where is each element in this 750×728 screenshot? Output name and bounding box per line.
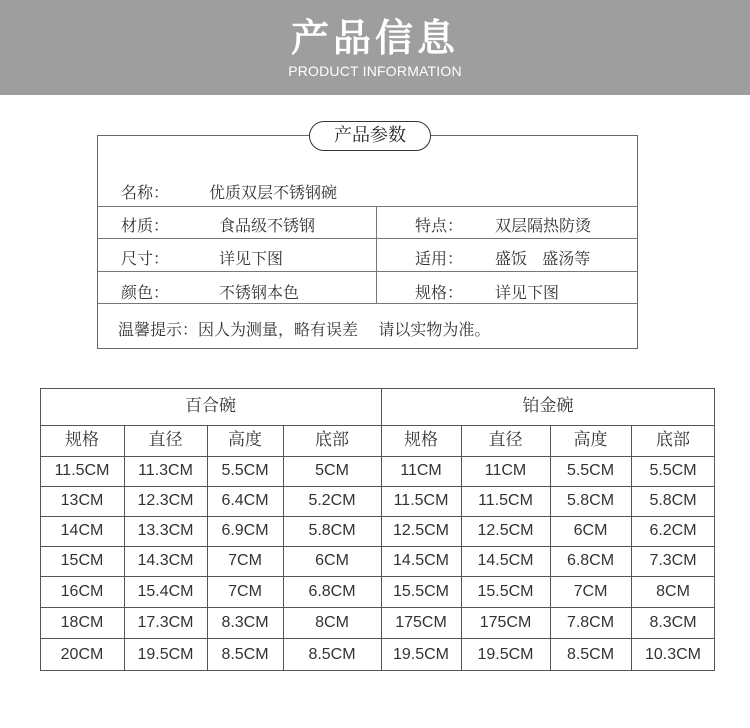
table-cell: 19.5CM	[477, 646, 534, 663]
use-label: 适用：	[415, 249, 464, 268]
table-cell: 15CM	[60, 552, 104, 569]
table-cell: 8.3CM	[221, 614, 269, 631]
header-banner	[0, 0, 750, 95]
table-cell: 15.4CM	[137, 583, 194, 600]
table-cell: 15.5CM	[477, 583, 534, 600]
params-divider	[97, 238, 638, 239]
name-value: 优质双层不锈钢碗	[209, 183, 338, 202]
size-value: 详见下图	[219, 249, 284, 268]
table-cell: 8CM	[315, 614, 349, 631]
table-cell: 7.3CM	[649, 552, 697, 569]
column-header: 直径	[488, 430, 523, 450]
table-cell: 6.8CM	[308, 583, 356, 600]
table-cell: 8.5CM	[566, 646, 615, 663]
table-cell: 6.2CM	[649, 522, 697, 539]
material-value: 食品级不锈钢	[219, 216, 316, 235]
table-cell: 5.5CM	[566, 462, 615, 479]
use-value: 盛饭 盛汤等	[495, 249, 591, 268]
table-cell: 17.3CM	[137, 614, 194, 631]
table-cell: 6CM	[315, 552, 349, 569]
table-cell: 7CM	[573, 583, 608, 600]
feature-label: 特点：	[415, 216, 464, 235]
table-cell: 6.4CM	[221, 492, 269, 509]
group-label-lily-bowl: 百合碗	[185, 396, 236, 416]
table-cell: 6CM	[573, 522, 608, 539]
column-header: 高度	[573, 430, 608, 450]
table-cell: 12.3CM	[137, 492, 194, 509]
spec-label: 规格：	[415, 283, 464, 302]
table-cell: 6.8CM	[566, 552, 615, 569]
table-cell: 20CM	[60, 646, 104, 663]
column-header: 规格	[404, 430, 438, 450]
material-label: 材质：	[121, 216, 170, 235]
table-cell: 14.5CM	[477, 552, 534, 569]
table-cell: 5.8CM	[308, 522, 356, 539]
table-cell: 175CM	[479, 614, 532, 631]
table-cell: 12.5CM	[477, 522, 534, 539]
column-header: 规格	[65, 430, 99, 450]
params-divider	[97, 271, 638, 272]
table-cell: 16CM	[60, 583, 104, 600]
table-cell: 7.8CM	[566, 614, 615, 631]
column-header: 直径	[148, 430, 183, 450]
tip-text: 温馨提示：因人为测量，略有误差 请以实物为准。	[118, 320, 491, 339]
table-cell: 5.8CM	[566, 492, 615, 509]
table-cell: 6.9CM	[221, 522, 269, 539]
column-header: 底部	[315, 430, 349, 450]
column-header: 高度	[228, 430, 262, 450]
table-cell: 19.5CM	[137, 646, 194, 663]
table-cell: 14.5CM	[392, 552, 450, 569]
table-cell: 8.3CM	[649, 614, 697, 631]
group-label-platinum-bowl: 铂金碗	[522, 396, 574, 416]
params-divider	[97, 303, 638, 304]
size-label: 尺寸：	[121, 249, 170, 268]
table-cell: 5.2CM	[308, 492, 356, 509]
table-cell: 8.5CM	[221, 646, 269, 663]
table-cell: 7CM	[228, 583, 262, 600]
table-cell: 11.5CM	[478, 492, 533, 509]
table-cell: 11CM	[484, 462, 527, 479]
banner-subtitle: PRODUCT INFORMATION	[288, 63, 462, 79]
color-value: 不锈钢本色	[219, 283, 300, 302]
table-cell: 5CM	[315, 462, 349, 479]
table-cell: 11.5CM	[54, 462, 110, 479]
table-cell: 10.3CM	[644, 646, 702, 663]
table-cell: 175CM	[395, 614, 447, 631]
table-cell: 5.5CM	[221, 462, 269, 479]
table-cell: 11CM	[400, 462, 442, 479]
params-column-divider	[376, 206, 377, 303]
color-label: 颜色：	[121, 283, 170, 302]
table-cell: 14.3CM	[137, 552, 194, 569]
params-tag: 产品参数	[309, 121, 431, 151]
table-cell: 8CM	[656, 583, 690, 600]
table-cell: 14CM	[60, 522, 104, 539]
table-cell: 11.3CM	[138, 462, 193, 479]
table-cell: 12.5CM	[392, 522, 450, 539]
table-cell: 15.5CM	[392, 583, 450, 600]
table-cell: 5.5CM	[649, 462, 697, 479]
name-label: 名称：	[121, 183, 170, 202]
table-cell: 13CM	[60, 492, 104, 509]
table-cell: 18CM	[60, 614, 104, 631]
table-cell: 8.5CM	[308, 646, 356, 663]
spec-value: 详见下图	[495, 283, 560, 302]
table-cell: 7CM	[228, 552, 262, 569]
feature-value: 双层隔热防烫	[495, 216, 592, 235]
table-cell: 11.5CM	[393, 492, 449, 509]
params-divider	[97, 206, 638, 207]
table-cell: 19.5CM	[392, 646, 450, 663]
table-cell: 5.8CM	[649, 492, 697, 509]
banner-title: 产品信息	[290, 15, 459, 60]
table-cell: 13.3CM	[137, 522, 194, 539]
column-header: 底部	[656, 430, 690, 450]
